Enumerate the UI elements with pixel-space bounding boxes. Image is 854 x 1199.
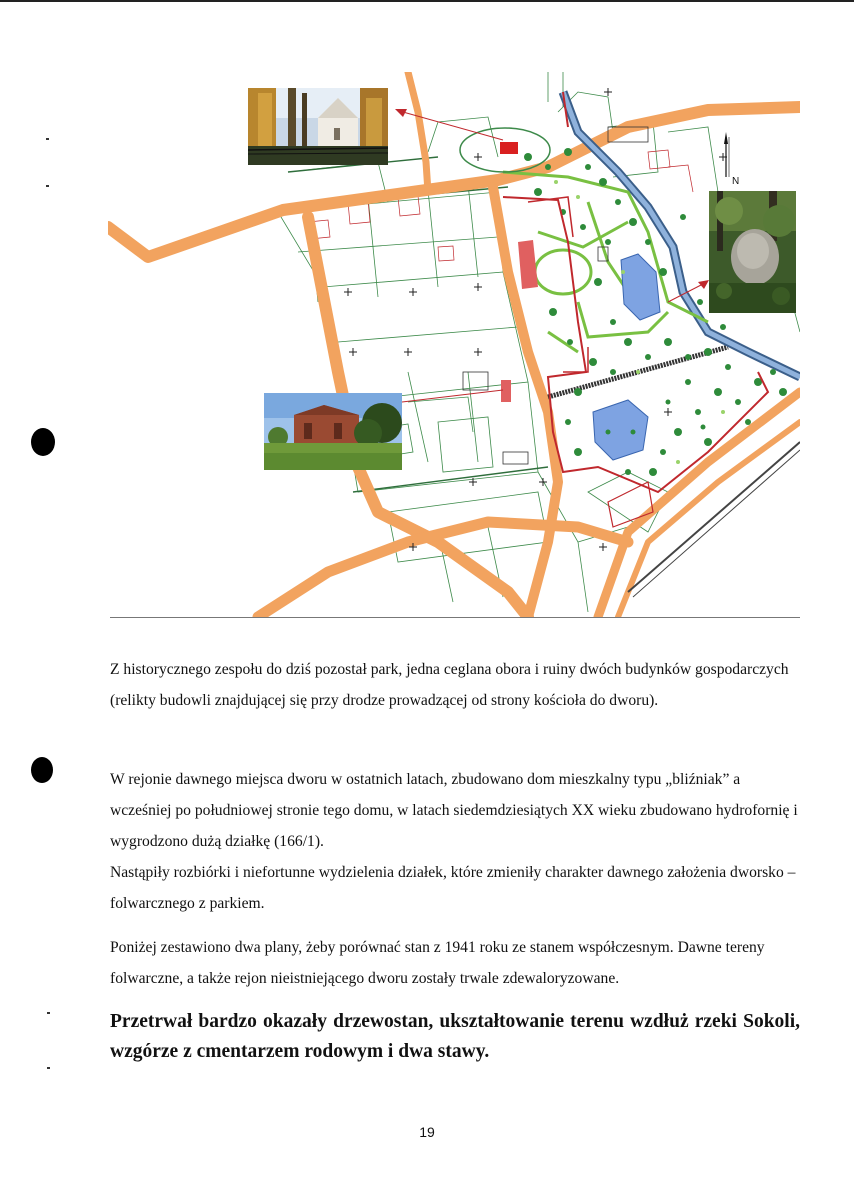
page-top-edge bbox=[0, 0, 854, 2]
paragraph-2: W rejonie dawnego miejsca dworu w ostatnich latach, zbudowano dom mieszkalny typu „bliźniak” a wcześniej po południowej stronie tego domu, w latach siedemdziesiątych XX wieku zbudowano hydrofornię i wygrodzono dużą działkę (166/1). bbox=[110, 771, 798, 850]
binder-hole-top bbox=[31, 428, 55, 456]
church-building bbox=[500, 142, 518, 154]
scan-speck bbox=[46, 185, 49, 187]
photo-church bbox=[248, 88, 388, 165]
map-bottom-rule bbox=[110, 617, 800, 618]
binder-hole-bottom bbox=[31, 757, 53, 783]
scan-speck bbox=[47, 1067, 50, 1069]
barn-building bbox=[501, 380, 511, 402]
paragraph-3: Nastąpiły rozbiórki i niefortunne wydzielenia działek, które zmieniły charakter dawnego założenia dworsko – folwarcznego z parkiem. bbox=[110, 864, 796, 912]
paragraph-bold-summary: Przetrwał bardzo okazały drzewostan, ukształtowanie terenu wzdłuż rzeki Sokoli, wzgórze z cmentarzem rodowym i dwa stawy. bbox=[110, 1011, 800, 1062]
page-number: 19 bbox=[419, 1124, 435, 1140]
scan-speck bbox=[47, 1012, 50, 1014]
paragraph-1: Z historycznego zespołu do dziś pozostał park, jedna ceglana obora i ruiny dwóch budynków gospodarczych (relikty budowli znajdującej się przy drodze prowadzącej od strony kościoła do dworu). bbox=[110, 661, 789, 709]
scan-speck bbox=[46, 138, 49, 140]
north-label: N bbox=[732, 176, 740, 187]
photo-memorial-stone bbox=[709, 191, 796, 313]
site-plan-map bbox=[108, 72, 800, 617]
photo-brick-barn bbox=[264, 393, 402, 470]
paragraph-4: Poniżej zestawiono dwa plany, żeby porównać stan z 1941 roku ze stanem współczesnym. Dawne tereny folwarczne, a także rejon nieistniejącego dworu zostały trwale zdewaloryzowane. bbox=[110, 939, 765, 987]
